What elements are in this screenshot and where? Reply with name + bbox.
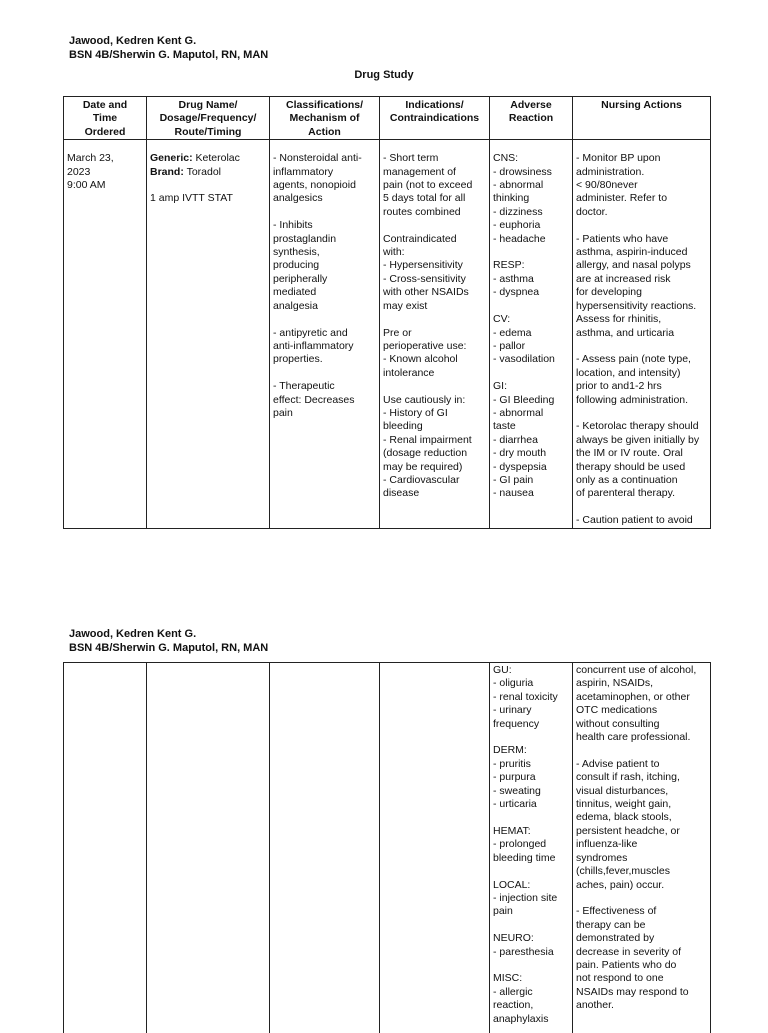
cell-date-empty — [64, 663, 147, 1033]
cell-indications-empty — [380, 663, 490, 1033]
cell-drug — [147, 140, 270, 528]
cell-classification-empty — [270, 663, 380, 1033]
cell-indications: - Short term management of pain (not to exceed 5 days total for all routes combined Contraindicated with: - Hypersensitivity - Cross-sensitivity with other NSAIDs may exist Pre or perioperative use: - Known alcohol intolerance Use cautiously in: - History of GI bleeding - Renal impairment (dosage reduction may be required) - Cardiovascular disease — [380, 140, 490, 528]
col-header-nursing: Nursing Actions — [573, 97, 711, 140]
dosage-text: 1 amp IVTT STAT — [150, 192, 233, 205]
cell-nursing-continued: concurrent use of alcohol, aspirin, NSAIDs, acetaminophen, or other OTC medications without consulting health care professional. - Advise patient to consult if rash, itching, visual disturbances, tinnitus, weight gain, edema, black stools, persistent headche, or influenza-like syndromes (chills,fever,muscles aches, pain) occur. - Effectiveness of therapy can be demonstrated by decrease in severity of pain. Patients who do not respond to one NSAIDs may respond to another. — [573, 663, 711, 1033]
drug-study-table-continued — [63, 662, 711, 1033]
table-row — [64, 140, 711, 528]
table-row — [64, 663, 711, 1033]
col-header-adverse: Adverse Reaction — [490, 97, 573, 140]
col-header-date: Date and Time Ordered — [64, 97, 147, 140]
page-title: Drug Study — [354, 69, 414, 81]
cell-classification: - Nonsteroidal anti- inflammatory agents, nonopioid analgesics - Inhibits prostaglandin synthesis, producing peripherally mediated analgesia - antipyretic and anti-inflammatory properties. - Therapeutic effect: Decreases pain — [270, 140, 380, 528]
cell-adverse: CNS: - drowsiness - abnormal thinking - dizziness - euphoria - headache RESP: - asthma - dyspnea CV: - edema - pallor - vasodilation GI: - GI Bleeding - abnormal taste - diarrhea - dry mouth - dyspepsia - GI pain - nausea — [490, 140, 573, 528]
cell-adverse-continued: GU: - oliguria - renal toxicity - urinary frequency DERM: - pruritis - purpura - sweating - urticaria HEMAT: - prolonged bleeding time LOCAL: - injection site pain NEURO: - paresthesia MISC: - allergic reaction, anaphylaxis — [490, 663, 573, 1033]
col-header-drug: Drug Name/ Dosage/Frequency/ Route/Timing — [147, 97, 270, 140]
col-header-classification: Classifications/ Mechanism of Action — [270, 97, 380, 140]
generic-label: Generic: — [150, 152, 193, 165]
brand-value: Toradol — [183, 165, 222, 178]
brand-label: Brand: — [150, 165, 184, 178]
col-header-indications: Indications/ Contraindications — [380, 97, 490, 140]
table-header-row — [64, 97, 711, 140]
drug-study-table — [63, 96, 711, 529]
student-name: Jawood, Kedren Kent G. — [69, 35, 197, 47]
section-instructor-2: BSN 4B/Sherwin G. Maputol, RN, MAN — [69, 642, 269, 654]
cell-date: March 23, 2023 9:00 AM — [64, 140, 147, 528]
cell-drug-empty — [147, 663, 270, 1033]
section-instructor: BSN 4B/Sherwin G. Maputol, RN, MAN — [69, 49, 269, 61]
generic-value: Keterolac — [192, 152, 240, 165]
cell-nursing: - Monitor BP upon administration. < 90/80never administer. Refer to doctor. - Patients who have asthma, aspirin-induced allergy, and nasal polyps are at increased risk for developing hypersensitivity reactions. Assess for rhinitis, asthma, and urticaria - Assess pain (note type, location, and intensity) prior to and1-2 hrs following administration. - Ketorolac therapy should always be given initially by the IM or IV route. Oral therapy should be used only as a continuation of parenteral therapy. - Caution patient to avoid — [573, 140, 711, 528]
student-name-2: Jawood, Kedren Kent G. — [69, 628, 197, 640]
